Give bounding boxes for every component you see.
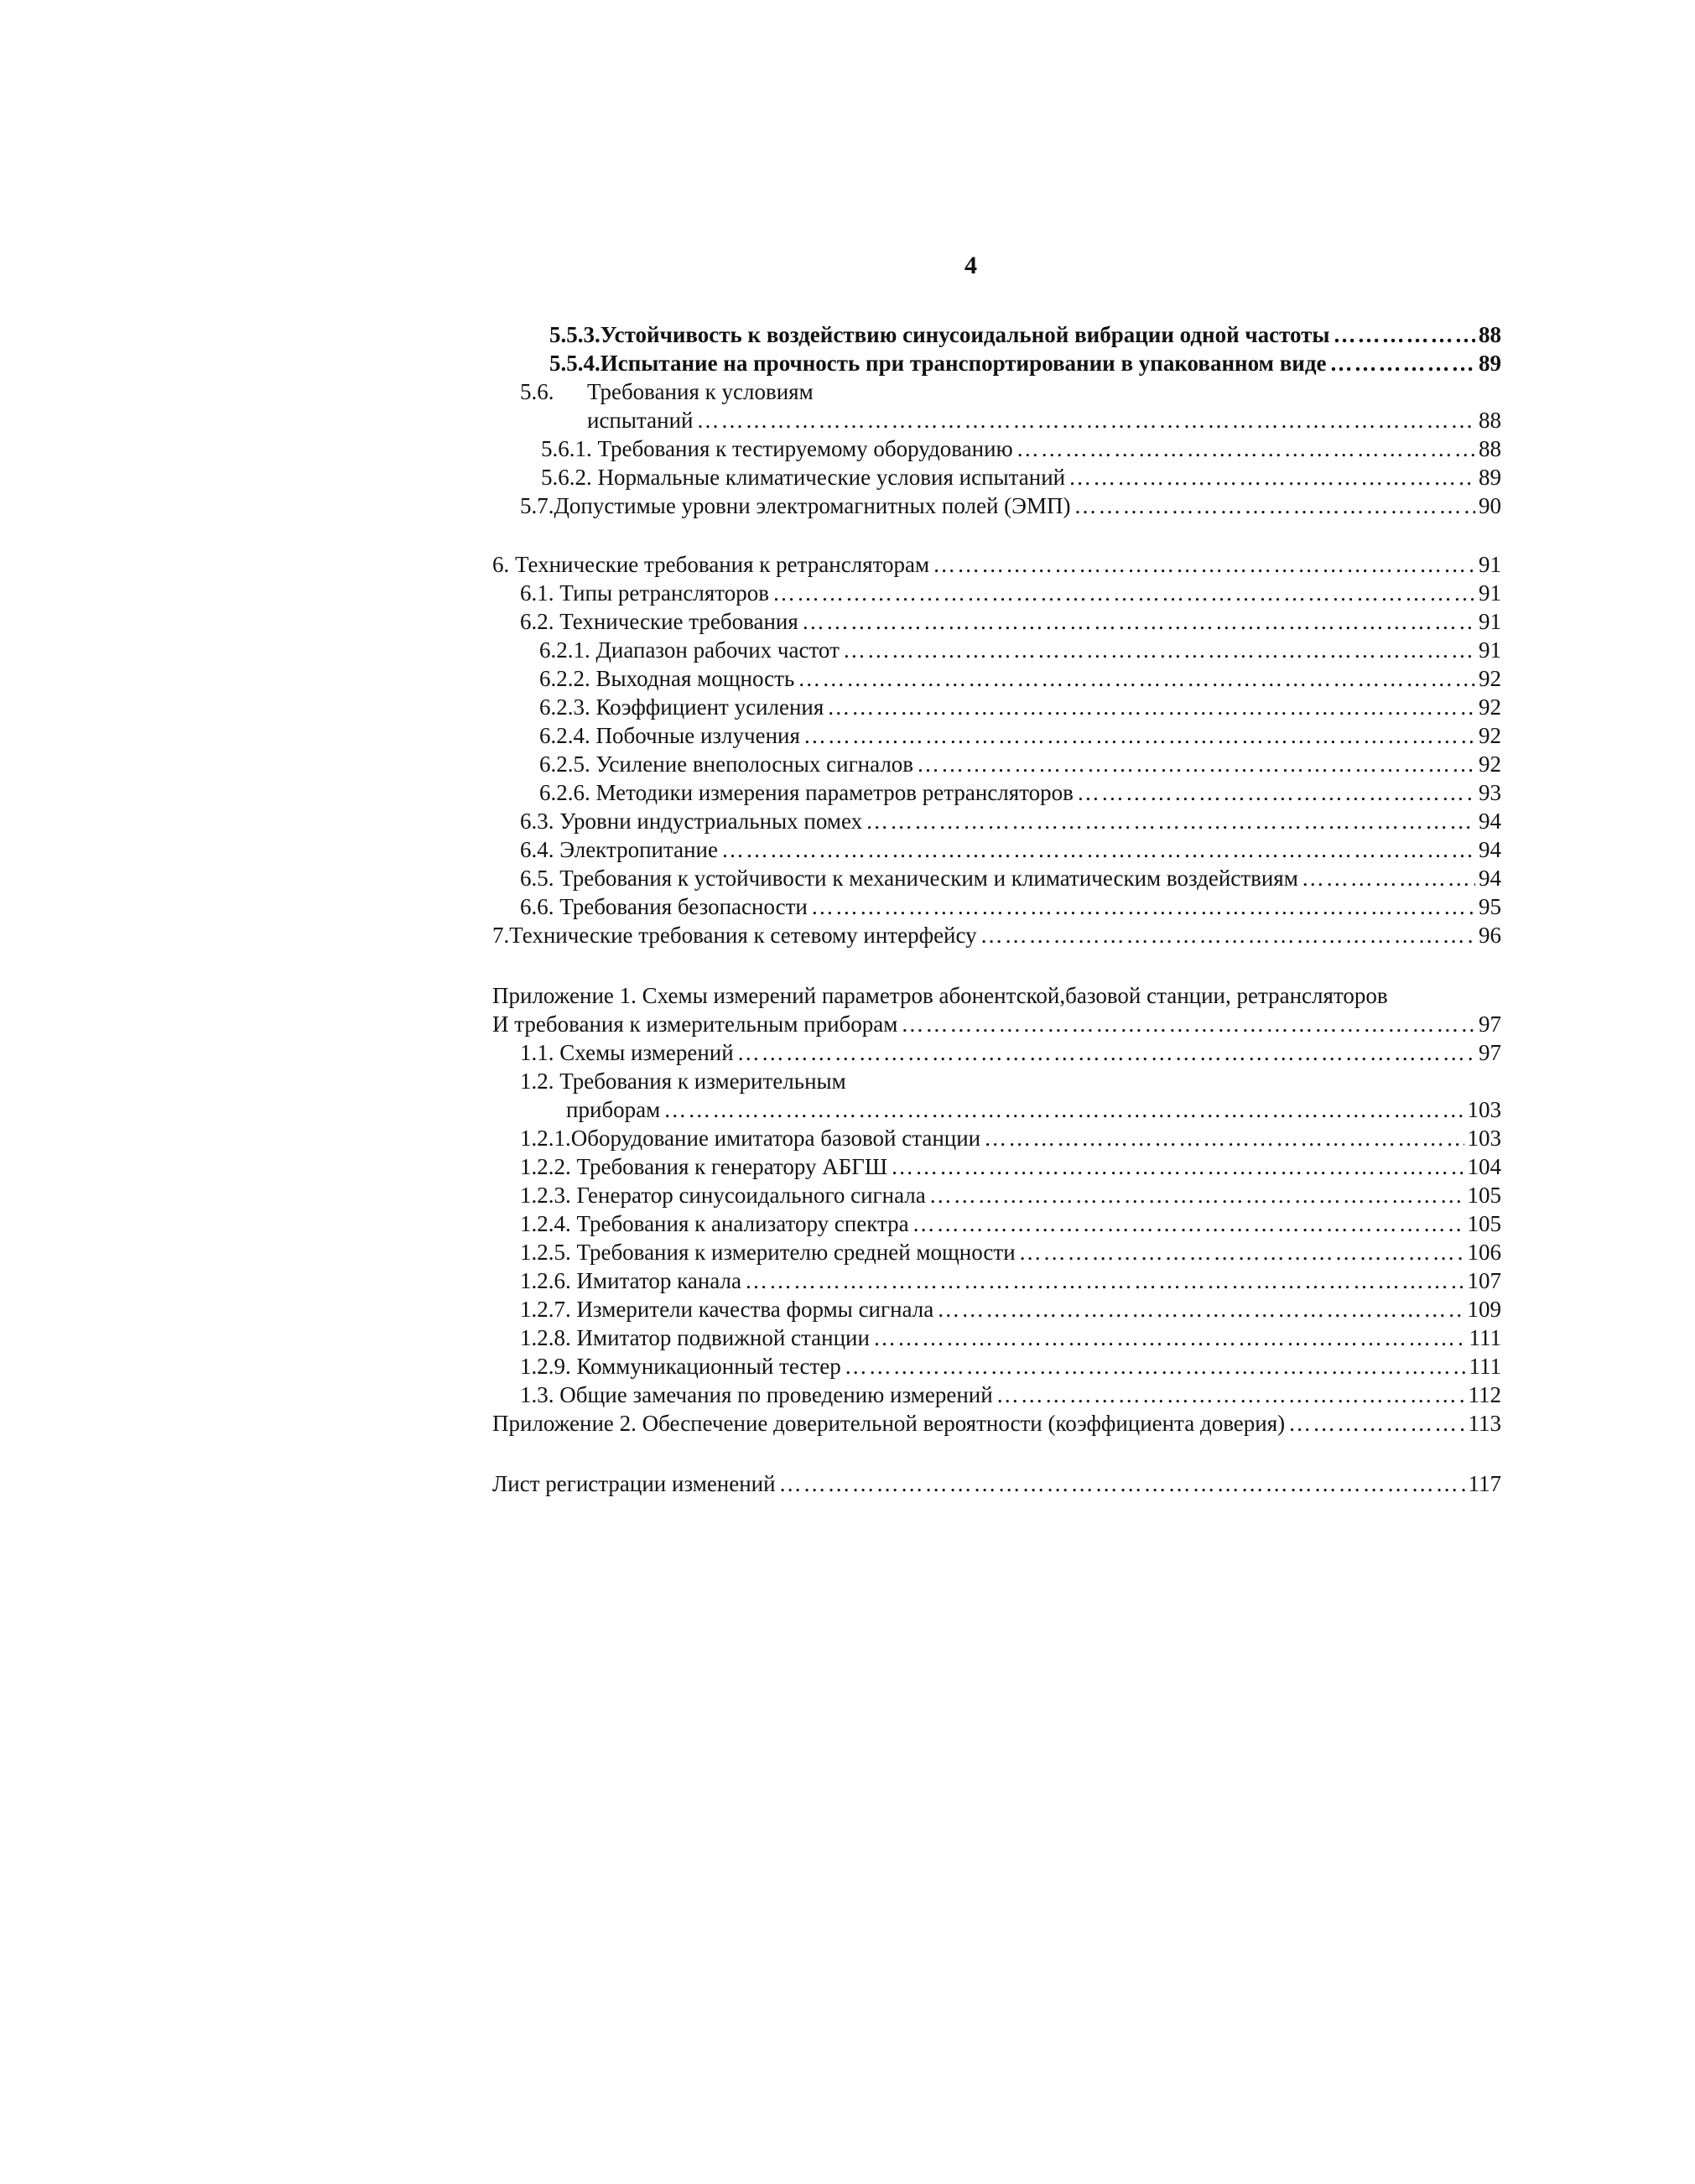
toc-entry-page: 111 — [1469, 1354, 1501, 1379]
toc-entry-title: Допустимые уровни электромагнитных полей (ЭМП) — [554, 493, 1071, 518]
toc-entry-title: 1.2.2. Требования к генератору АБГШ — [520, 1154, 888, 1179]
toc-entry-page: 91 — [1479, 552, 1501, 577]
toc-entry-page: 113 — [1468, 1411, 1501, 1436]
toc-entry-page: 92 — [1479, 666, 1501, 691]
toc-entry-page: 103 — [1467, 1126, 1501, 1151]
toc-entry — [520, 835, 1501, 864]
toc-entry-page: 89 — [1479, 351, 1501, 376]
toc-entry — [539, 778, 1501, 807]
toc-entry-page: 92 — [1479, 694, 1501, 720]
toc-entry-page: 105 — [1467, 1183, 1501, 1208]
toc-dot-leader — [929, 1181, 1464, 1209]
toc-dot-leader — [737, 1038, 1475, 1067]
toc-dot-leader — [827, 693, 1475, 721]
toc-entry-page: 88 — [1479, 408, 1501, 433]
toc-dot-leader — [1019, 1238, 1464, 1266]
toc-dot-leader — [912, 1209, 1464, 1238]
toc-entry-page: 91 — [1479, 637, 1501, 663]
toc-entry — [520, 377, 1501, 406]
toc-dot-leader — [1302, 864, 1475, 892]
toc-entry-title: 1.2.1.Оборудование имитатора базовой станции — [520, 1126, 981, 1151]
toc-entry — [520, 892, 1501, 921]
toc-entry-page: 92 — [1479, 751, 1501, 777]
toc-entry-title: 6. Технические требования к ретрансляторам — [492, 552, 930, 577]
toc-entry — [492, 550, 1501, 579]
toc-dot-leader — [696, 406, 1475, 434]
toc-entry — [492, 1469, 1501, 1498]
toc-entry — [549, 320, 1501, 349]
toc-dot-leader — [937, 1295, 1464, 1323]
toc-dot-leader — [721, 835, 1475, 864]
toc-dot-leader — [1288, 1409, 1464, 1438]
toc-entry — [520, 1381, 1501, 1409]
toc-entry — [520, 864, 1501, 892]
toc-entry-page: 103 — [1467, 1097, 1501, 1122]
toc-entry — [520, 1352, 1501, 1381]
toc-entry-title: испытаний — [587, 408, 694, 433]
toc-entry-page: 117 — [1468, 1471, 1501, 1496]
toc-dot-leader — [891, 1152, 1464, 1181]
toc-entry — [549, 349, 1501, 377]
toc-dot-leader — [933, 550, 1475, 579]
toc-entry-page: 96 — [1479, 923, 1501, 948]
toc-entry-title: Технические требования к сетевому интерфейсу — [509, 923, 977, 948]
toc-entry-title: 1.2.8. Имитатор подвижной станции — [520, 1325, 870, 1350]
toc-entry — [539, 636, 1501, 664]
toc-entry-title: 5.5.3.Устойчивость к воздействию синусоидальной вибрации одной частоты — [549, 322, 1330, 347]
toc-entry-number: 5.7. — [520, 493, 554, 518]
toc-entry-page: 111 — [1469, 1325, 1501, 1350]
toc-entry-title: Требования к условиям — [587, 379, 814, 404]
toc-entry-title: 6.5. Требования к устойчивости к механическим и климатическим воздействиям — [520, 866, 1298, 891]
toc-entry — [520, 607, 1501, 636]
toc-entry-title: 5.6.2. Нормальные климатические условия испытаний — [541, 465, 1066, 490]
toc-entry — [520, 1323, 1501, 1352]
toc-entry-title: 1.2.5. Требования к измерителю средней мощности — [520, 1240, 1016, 1265]
toc-dot-leader — [802, 607, 1475, 636]
toc-dot-leader — [1334, 320, 1476, 349]
toc-dot-leader — [843, 636, 1475, 664]
toc-entry-page: 92 — [1479, 723, 1501, 748]
toc-entry-title: И требования к измерительным приборам — [492, 1011, 898, 1037]
toc-entry-title: 5.5.4.Испытание на прочность при транспортировании в упакованном виде — [549, 351, 1327, 376]
toc-entry-page: 94 — [1479, 866, 1501, 891]
toc-entry-page: 97 — [1479, 1011, 1501, 1037]
toc-entry-page: 112 — [1468, 1382, 1501, 1407]
toc-entry — [520, 1067, 1501, 1095]
toc-entry-page: 95 — [1479, 894, 1501, 919]
toc-entry — [539, 664, 1501, 693]
toc-dot-leader — [1329, 349, 1475, 377]
toc-entry — [539, 750, 1501, 778]
page-number: 4 — [964, 252, 977, 279]
toc-entry-page: 88 — [1479, 322, 1501, 347]
toc-dot-leader — [798, 664, 1475, 693]
toc-entry — [520, 1209, 1501, 1238]
toc-entry — [541, 434, 1501, 463]
toc-dot-leader — [745, 1266, 1464, 1295]
toc-entry-number: 5.6. — [520, 379, 554, 404]
toc-entry-page: 90 — [1479, 493, 1501, 518]
toc-dot-leader — [866, 807, 1475, 835]
toc-entry-title: 1.2. Требования к измерительным — [520, 1069, 846, 1094]
toc-entry — [492, 981, 1501, 1010]
toc-dot-leader — [803, 721, 1475, 750]
toc-entry-title: 1.2.4. Требования к анализатору спектра — [520, 1211, 909, 1236]
toc-entry-title: 6.2.6. Методики измерения параметров ретрансляторов — [539, 780, 1074, 805]
toc-entry — [520, 1124, 1501, 1152]
toc-entry-title: Лист регистрации изменений — [492, 1471, 776, 1496]
toc-entry-title: 6.3. Уровни индустриальных помех — [520, 809, 863, 834]
toc-entry-title: 6.2. Технические требования — [520, 609, 798, 634]
toc-entry-title: 5.6.1. Требования к тестируемому оборудованию — [541, 436, 1013, 461]
toc-entry — [492, 1409, 1501, 1438]
toc-dot-leader — [811, 892, 1475, 921]
toc-entry-page: 106 — [1467, 1240, 1501, 1265]
toc-entry-page: 105 — [1467, 1211, 1501, 1236]
toc-entry-title: 1.2.9. Коммуникационный тестер — [520, 1354, 841, 1379]
toc-entry-title: 6.2.2. Выходная мощность — [539, 666, 795, 691]
toc-dot-leader — [1074, 491, 1475, 520]
toc-dot-leader — [663, 1095, 1464, 1124]
toc-entry — [520, 1295, 1501, 1323]
toc-entry — [520, 1038, 1501, 1067]
toc-entry-page: 91 — [1479, 580, 1501, 606]
toc-dot-leader — [845, 1352, 1466, 1381]
toc-entry — [520, 579, 1501, 607]
toc-entry-page: 94 — [1479, 837, 1501, 862]
toc-dot-leader — [873, 1323, 1466, 1352]
toc-entry-title: 6.2.5. Усиление внеполосных сигналов — [539, 751, 914, 777]
toc-entry-title: 6.2.4. Побочные излучения — [539, 723, 800, 748]
toc-entry — [520, 1152, 1501, 1181]
toc-entry-page: 94 — [1479, 809, 1501, 834]
toc-entry — [539, 693, 1501, 721]
toc-entry-page: 109 — [1467, 1297, 1501, 1322]
toc-entry-title: 1.1. Схемы измерений — [520, 1040, 734, 1065]
toc-entry-page: 97 — [1479, 1040, 1501, 1065]
toc-entry-title: 6.6. Требования безопасности — [520, 894, 808, 919]
toc-entry-page: 91 — [1479, 609, 1501, 634]
toc-dot-leader — [984, 1124, 1464, 1152]
toc-dot-leader — [779, 1469, 1465, 1498]
toc-entry-title: 6.1. Типы ретрансляторов — [520, 580, 769, 606]
toc-entry-title: Приложение 1. Схемы измерений параметров абонентской,базовой станции, ретрансляторов — [492, 983, 1388, 1008]
toc-entry — [492, 1010, 1501, 1038]
toc-entry-title: 6.2.1. Диапазон рабочих частот — [539, 637, 840, 663]
toc-dot-leader — [1068, 463, 1475, 491]
toc-entry — [520, 1181, 1501, 1209]
toc-entry-title: 6.2.3. Коэффициент усиления — [539, 694, 824, 720]
toc-entry — [492, 921, 1501, 949]
toc-dot-leader — [772, 579, 1475, 607]
toc-entry-title: 1.3. Общие замечания по проведению измерений — [520, 1382, 993, 1407]
toc-dot-leader — [901, 1010, 1475, 1038]
toc-entry — [520, 807, 1501, 835]
toc-dot-leader — [996, 1381, 1465, 1409]
toc-entry-title: 1.2.7. Измерители качества формы сигнала — [520, 1297, 934, 1322]
toc-entry-title: приборам — [566, 1097, 661, 1122]
toc-entry — [520, 1266, 1501, 1295]
toc-entry-page: 88 — [1479, 436, 1501, 461]
toc-dot-leader — [1016, 434, 1475, 463]
toc-entry — [520, 491, 1501, 520]
toc-entry-number: 7. — [492, 923, 510, 948]
toc-dot-leader — [980, 921, 1475, 949]
toc-entry-title: 1.2.6. Имитатор канала — [520, 1268, 741, 1293]
toc-entry — [587, 406, 1501, 434]
toc-dot-leader — [1077, 778, 1475, 807]
toc-entry-page: 93 — [1479, 780, 1501, 805]
toc-entry-page: 107 — [1467, 1268, 1501, 1293]
toc-entry-title: 6.4. Электропитание — [520, 837, 718, 862]
toc-entry — [539, 721, 1501, 750]
toc-entry — [520, 1238, 1501, 1266]
toc-dot-leader — [917, 750, 1475, 778]
toc-entry — [541, 463, 1501, 491]
toc-entry — [566, 1095, 1501, 1124]
toc-entry-page: 89 — [1479, 465, 1501, 490]
toc-entry-title: Приложение 2. Обеспечение доверительной вероятности (коэффициента доверия) — [492, 1411, 1286, 1436]
toc-entry-title: 1.2.3. Генератор синусоидального сигнала — [520, 1183, 926, 1208]
toc-entry-page: 104 — [1467, 1154, 1501, 1179]
